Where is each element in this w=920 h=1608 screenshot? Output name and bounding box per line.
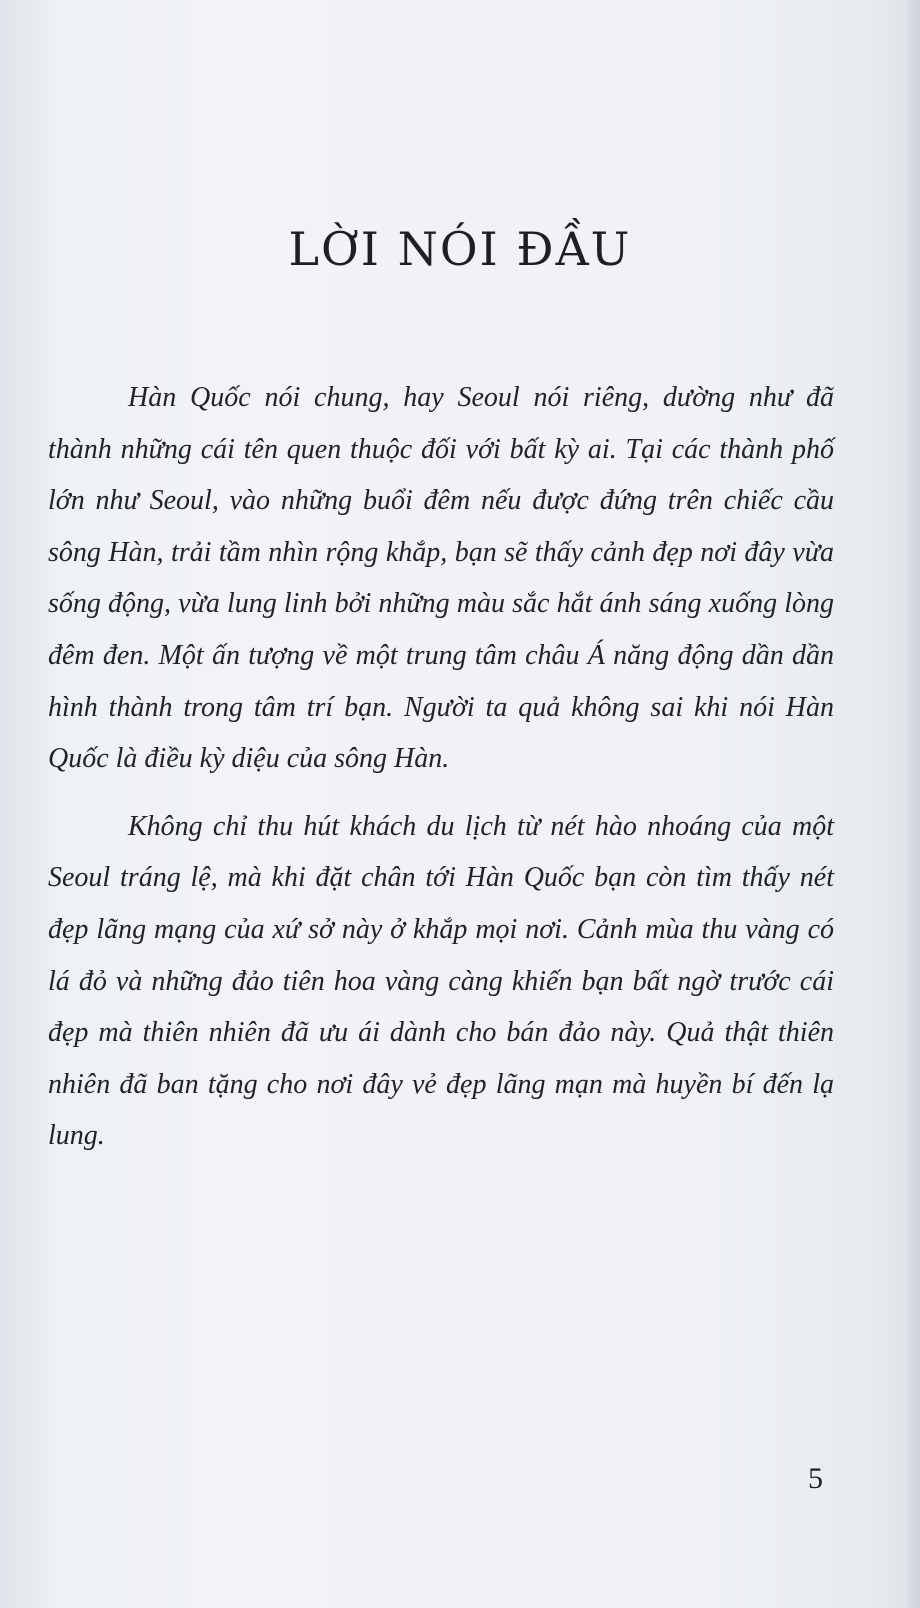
body-text xyxy=(48,372,834,1162)
page-title: LỜI NÓI ĐẦU xyxy=(288,222,632,276)
paragraph-1: Hàn Quốc nói chung, hay Seoul nói riêng, dường như đã thành những cái tên quen thuộc đối với bất kỳ ai. Tại các thành phố lớn như Seoul, vào những buổi đêm nếu được đứng trên chiếc cầu sông Hàn, trải tầm nhìn rộng khắp, bạn sẽ thấy cảnh đẹp nơi đây vừa sống động, vừa lung linh bởi những màu sắc hắt ánh sáng xuống lòng đêm đen. Một ấn tượng về một trung tâm châu Á năng động dần dần hình thành trong tâm trí bạn. Người ta quả không sai khi nói Hàn Quốc là điều kỳ diệu của sông Hàn. xyxy=(48,382,834,775)
paragraph-2: Không chỉ thu hút khách du lịch từ nét hào nhoáng của một Seoul tráng lệ, mà khi đặt chân tới Hàn Quốc bạn còn tìm thấy nét đẹp lãng mạng của xứ sở này ở khắp mọi nơi. Cảnh mùa thu vàng có lá đỏ và những đảo tiên hoa vàng càng khiến bạn bất ngờ trước cái đẹp mà thiên nhiên đã ưu ái dành cho bán đảo này. Quả thật thiên nhiên đã ban tặng cho nơi đây vẻ đẹp lãng mạn mà huyền bí đến lạ lung. xyxy=(48,810,834,1152)
page-number: 5 xyxy=(808,1462,823,1495)
